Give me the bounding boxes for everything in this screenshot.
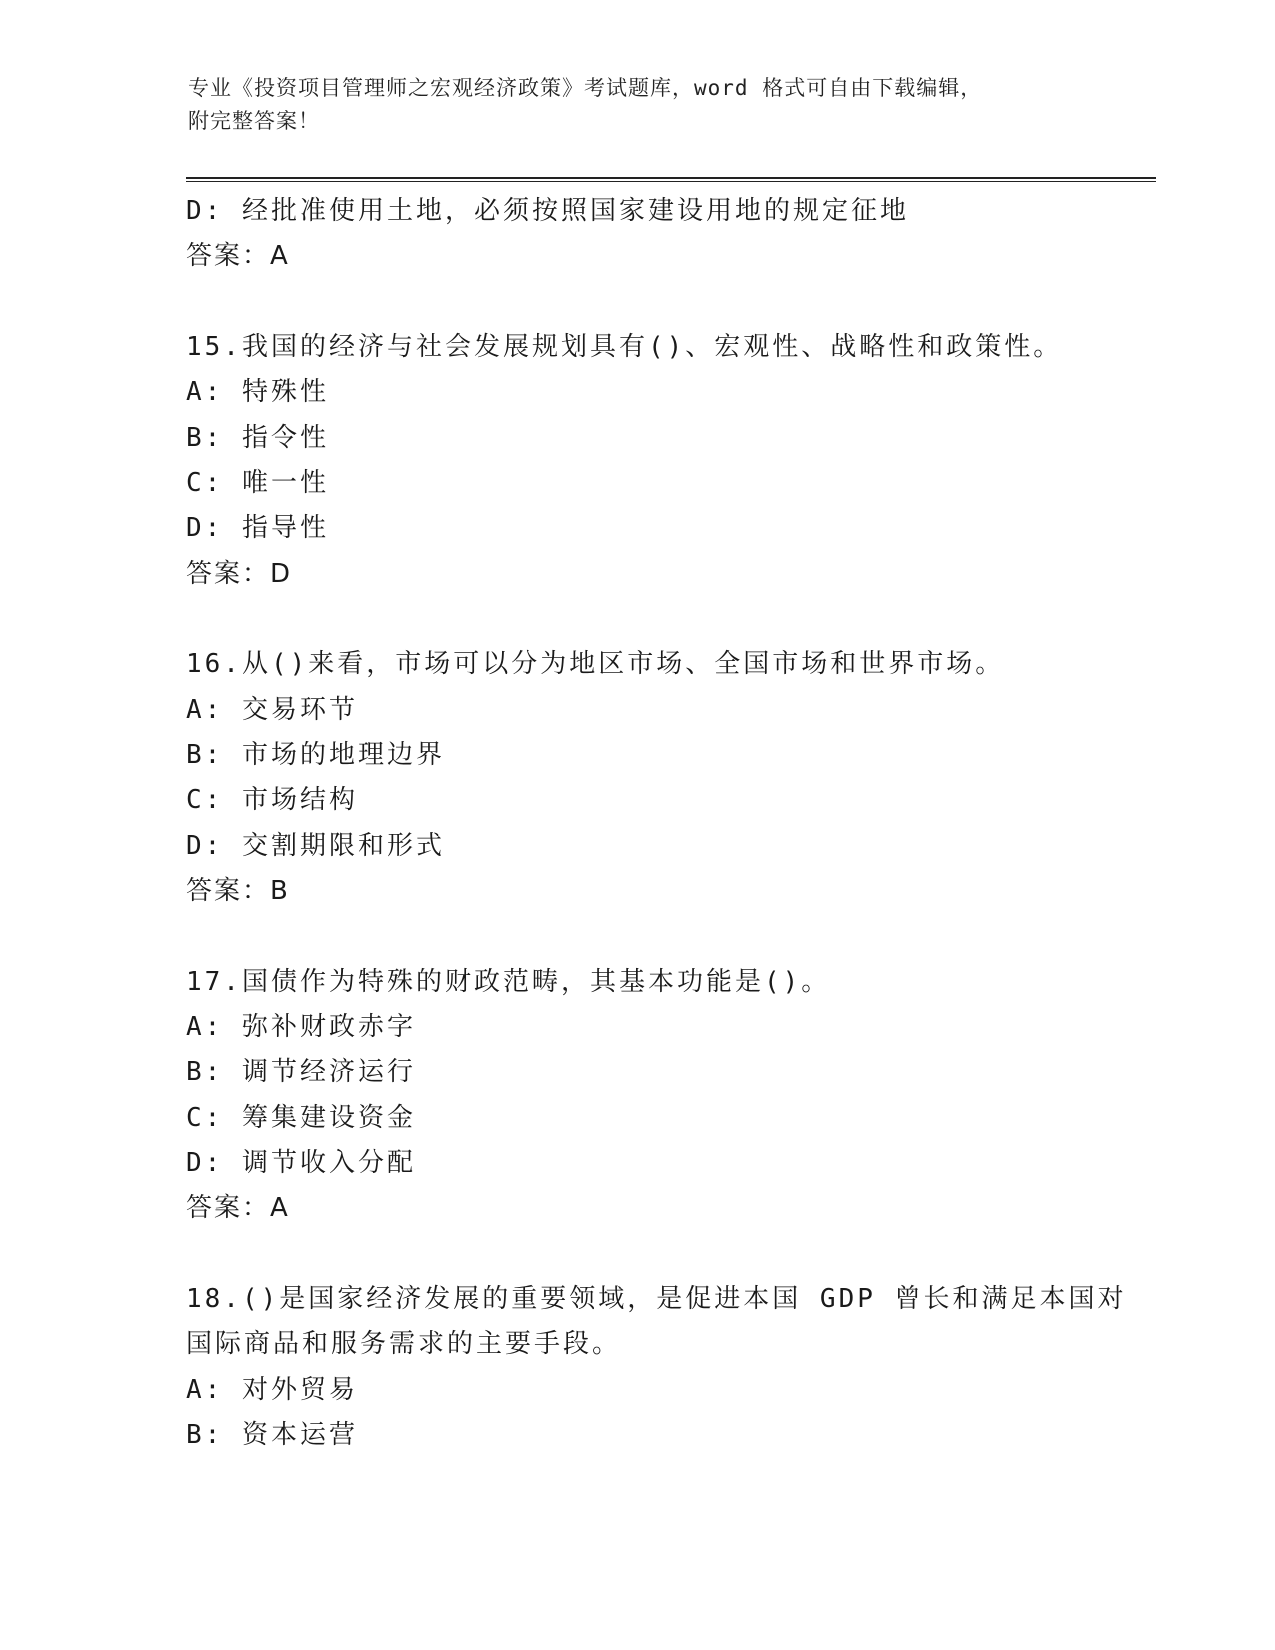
spacer <box>186 1231 1146 1277</box>
answer: 答案：B <box>186 875 290 906</box>
option-b: B: 指令性 <box>186 422 329 453</box>
question-stem-continued: 国际商品和服务需求的主要手段。 <box>186 1329 622 1360</box>
header-line-1: 专业《投资项目管理师之宏观经济政策》考试题库，word 格式可自由下载编辑， <box>188 76 983 100</box>
option-d: D: 调节收入分配 <box>186 1147 416 1178</box>
spacer <box>186 597 1146 643</box>
option-a: A: 对外贸易 <box>186 1374 358 1405</box>
option-c: C: 唯一性 <box>186 467 329 498</box>
option-a: A: 交易环节 <box>186 694 358 725</box>
question-stem: 15.我国的经济与社会发展规划具有()、宏观性、战略性和政策性。 <box>186 332 1063 363</box>
question-list <box>186 189 1146 1458</box>
document-header <box>188 72 1088 138</box>
option-a: A: 弥补财政赤字 <box>186 1011 416 1042</box>
question-15 <box>186 325 1146 597</box>
question-stem: 17.国债作为特殊的财政范畴，其基本功能是()。 <box>186 966 831 997</box>
answer: 答案：D <box>186 558 293 589</box>
question-18 <box>186 1277 1146 1458</box>
question-16 <box>186 642 1146 914</box>
option-b: B: 资本运营 <box>186 1419 358 1450</box>
option-b: B: 调节经济运行 <box>186 1057 416 1088</box>
option-d: D: 交割期限和形式 <box>186 830 445 861</box>
option-b: B: 市场的地理边界 <box>186 739 445 770</box>
question-stem: 18.()是国家经济发展的重要领域，是促进本国 GDP 曾长和满足本国对 <box>186 1283 1127 1314</box>
answer: 答案：A <box>186 1193 290 1224</box>
header-line-2: 附完整答案！ <box>188 109 320 133</box>
option-d: D: 指导性 <box>186 513 329 544</box>
header-divider <box>186 177 1156 182</box>
option-a: A: 特殊性 <box>186 377 329 408</box>
question-17 <box>186 960 1146 1232</box>
answer: 答案：A <box>186 241 290 272</box>
option-d: D: 经批准使用土地，必须按照国家建设用地的规定征地 <box>186 196 909 226</box>
option-c: C: 市场结构 <box>186 785 358 816</box>
spacer <box>186 280 1146 326</box>
option-c: C: 筹集建设资金 <box>186 1102 416 1133</box>
spacer <box>186 914 1146 960</box>
question-stem: 16.从()来看，市场可以分为地区市场、全国市场和世界市场。 <box>186 649 1005 680</box>
